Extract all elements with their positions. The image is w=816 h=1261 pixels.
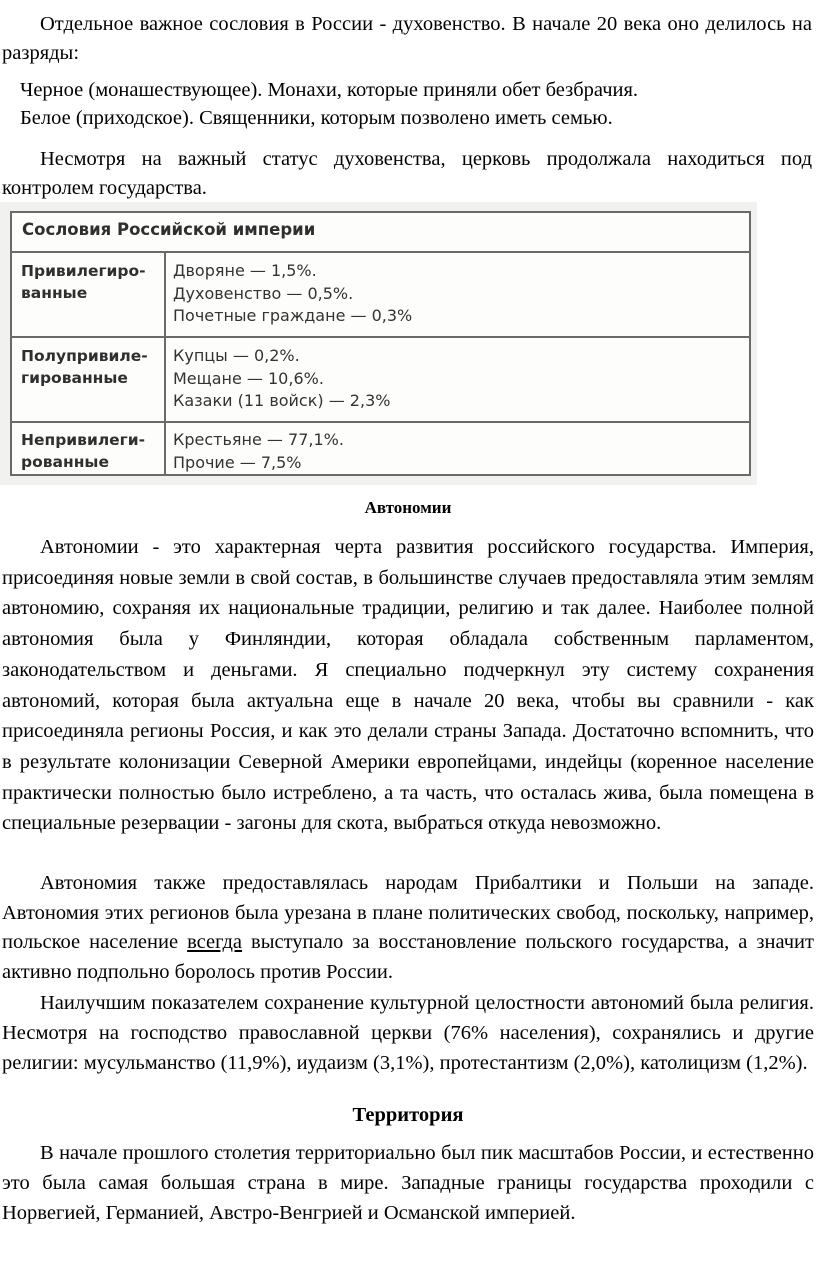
clergy-paragraph: Отдельное важное сословия в России - духовенство. В начале 20 века оно делилось на разряды: (2, 13, 812, 64)
table-divider (12, 421, 749, 423)
category-line: гированные (21, 369, 128, 387)
estate-item: Дворяне — 1,5%. (173, 261, 317, 280)
black-clergy-line: Черное (монашествующее). Монахи, которые приняли обет безбрачия. (20, 79, 639, 101)
territory-heading: Территория (352, 1104, 464, 1126)
items-privileged (173, 260, 412, 328)
estate-item: Прочие — 7,5% (173, 452, 302, 472)
category-line: Полупривиле- (21, 347, 148, 365)
items-unprivileged (173, 429, 344, 474)
category-privileged (21, 260, 146, 304)
items-semi-privileged (173, 345, 390, 413)
table-divider (12, 336, 749, 338)
autonomy-heading: Автономии (364, 498, 452, 517)
table-divider (12, 251, 749, 253)
estate-item: Духовенство — 0,5%. (173, 283, 354, 303)
estates-table-title: Сословия Российской империи (22, 220, 316, 239)
estate-item: Мещане — 10,6%. (173, 368, 324, 388)
white-clergy-line: Белое (приходское). Священники, которым позволено иметь семью. (20, 107, 613, 129)
category-line: Привилегиро- (21, 262, 146, 280)
category-unprivileged (21, 429, 145, 473)
estates-table-image (0, 202, 757, 485)
church-control-paragraph: Несмотря на важный статус духовенства, церковь продолжала находиться под контролем государства. (2, 148, 812, 199)
autonomy-paragraph-2 (2, 869, 814, 987)
category-semi-privileged (21, 345, 148, 389)
estate-item: Казаки (11 войск) — 2,3% (173, 391, 391, 410)
category-line: ванные (21, 284, 88, 302)
estate-item: Купцы — 0,2%. (173, 346, 300, 365)
category-line: рованные (21, 453, 109, 471)
estates-table (10, 211, 751, 476)
territory-paragraph: В начале прошлого столетия территориально был пик масштабов России, и естественно это была самая большая страна в мире. Западные границы государства проходили с Норвегией, Германией, Австро-Венгрией и Османской империей. (2, 1142, 814, 1224)
underlined-word: всегда (187, 931, 243, 953)
table-column-divider (164, 253, 166, 474)
estate-item: Крестьяне — 77,1%. (173, 430, 344, 449)
paragraph-text: выступало за восстановление польского государства, а значит активно подпольно боролось против России. (2, 931, 814, 983)
paragraph-text: Автономия также предоставлялась народам Прибалтики и Польши на западе. Автономия этих регионов была урезана в плане политических свобод, поскольку, например, польское население (2, 872, 814, 953)
category-line: Непривилеги- (21, 431, 146, 449)
autonomy-paragraph-1: Автономии - это характерная черта развития российского государства. Империя, присоединяя новые земли в свой состав, в большинстве случаев предоставляла этим землям автономию, сохраняя их национальные традиции, религию и так далее. Наиболее полной автономия была у Финляндии, которая обладала собственным парламентом, законодательством и деньгами. Я специально подчеркнул эту систему сохранения автономий, которая была актуальна еще в начале 20 века, чтобы вы сравнили - как присоединяла регионы Россия, и как это делали страны Запада. Достаточно вспомнить, что в результате колонизации Северной Америки европейцами, индейцы (коренное население практически полностью было истреблено, а та часть, что осталась жива, была помещена в специальные резервации - загоны для скота, выбраться откуда невозможно. (2, 536, 814, 835)
estate-item: Почетные граждане — 0,3% (173, 306, 413, 325)
autonomy-paragraph-3: Наилучшим показателем сохранение культурной целостности автономий была религия. Несмотря на господство православной церкви (76% населения), сохранялись и другие религии: мусульманство (11,9%), иудаизм (3,1%), протестантизм (2,0%), католицизм (1,2%). (2, 992, 814, 1074)
